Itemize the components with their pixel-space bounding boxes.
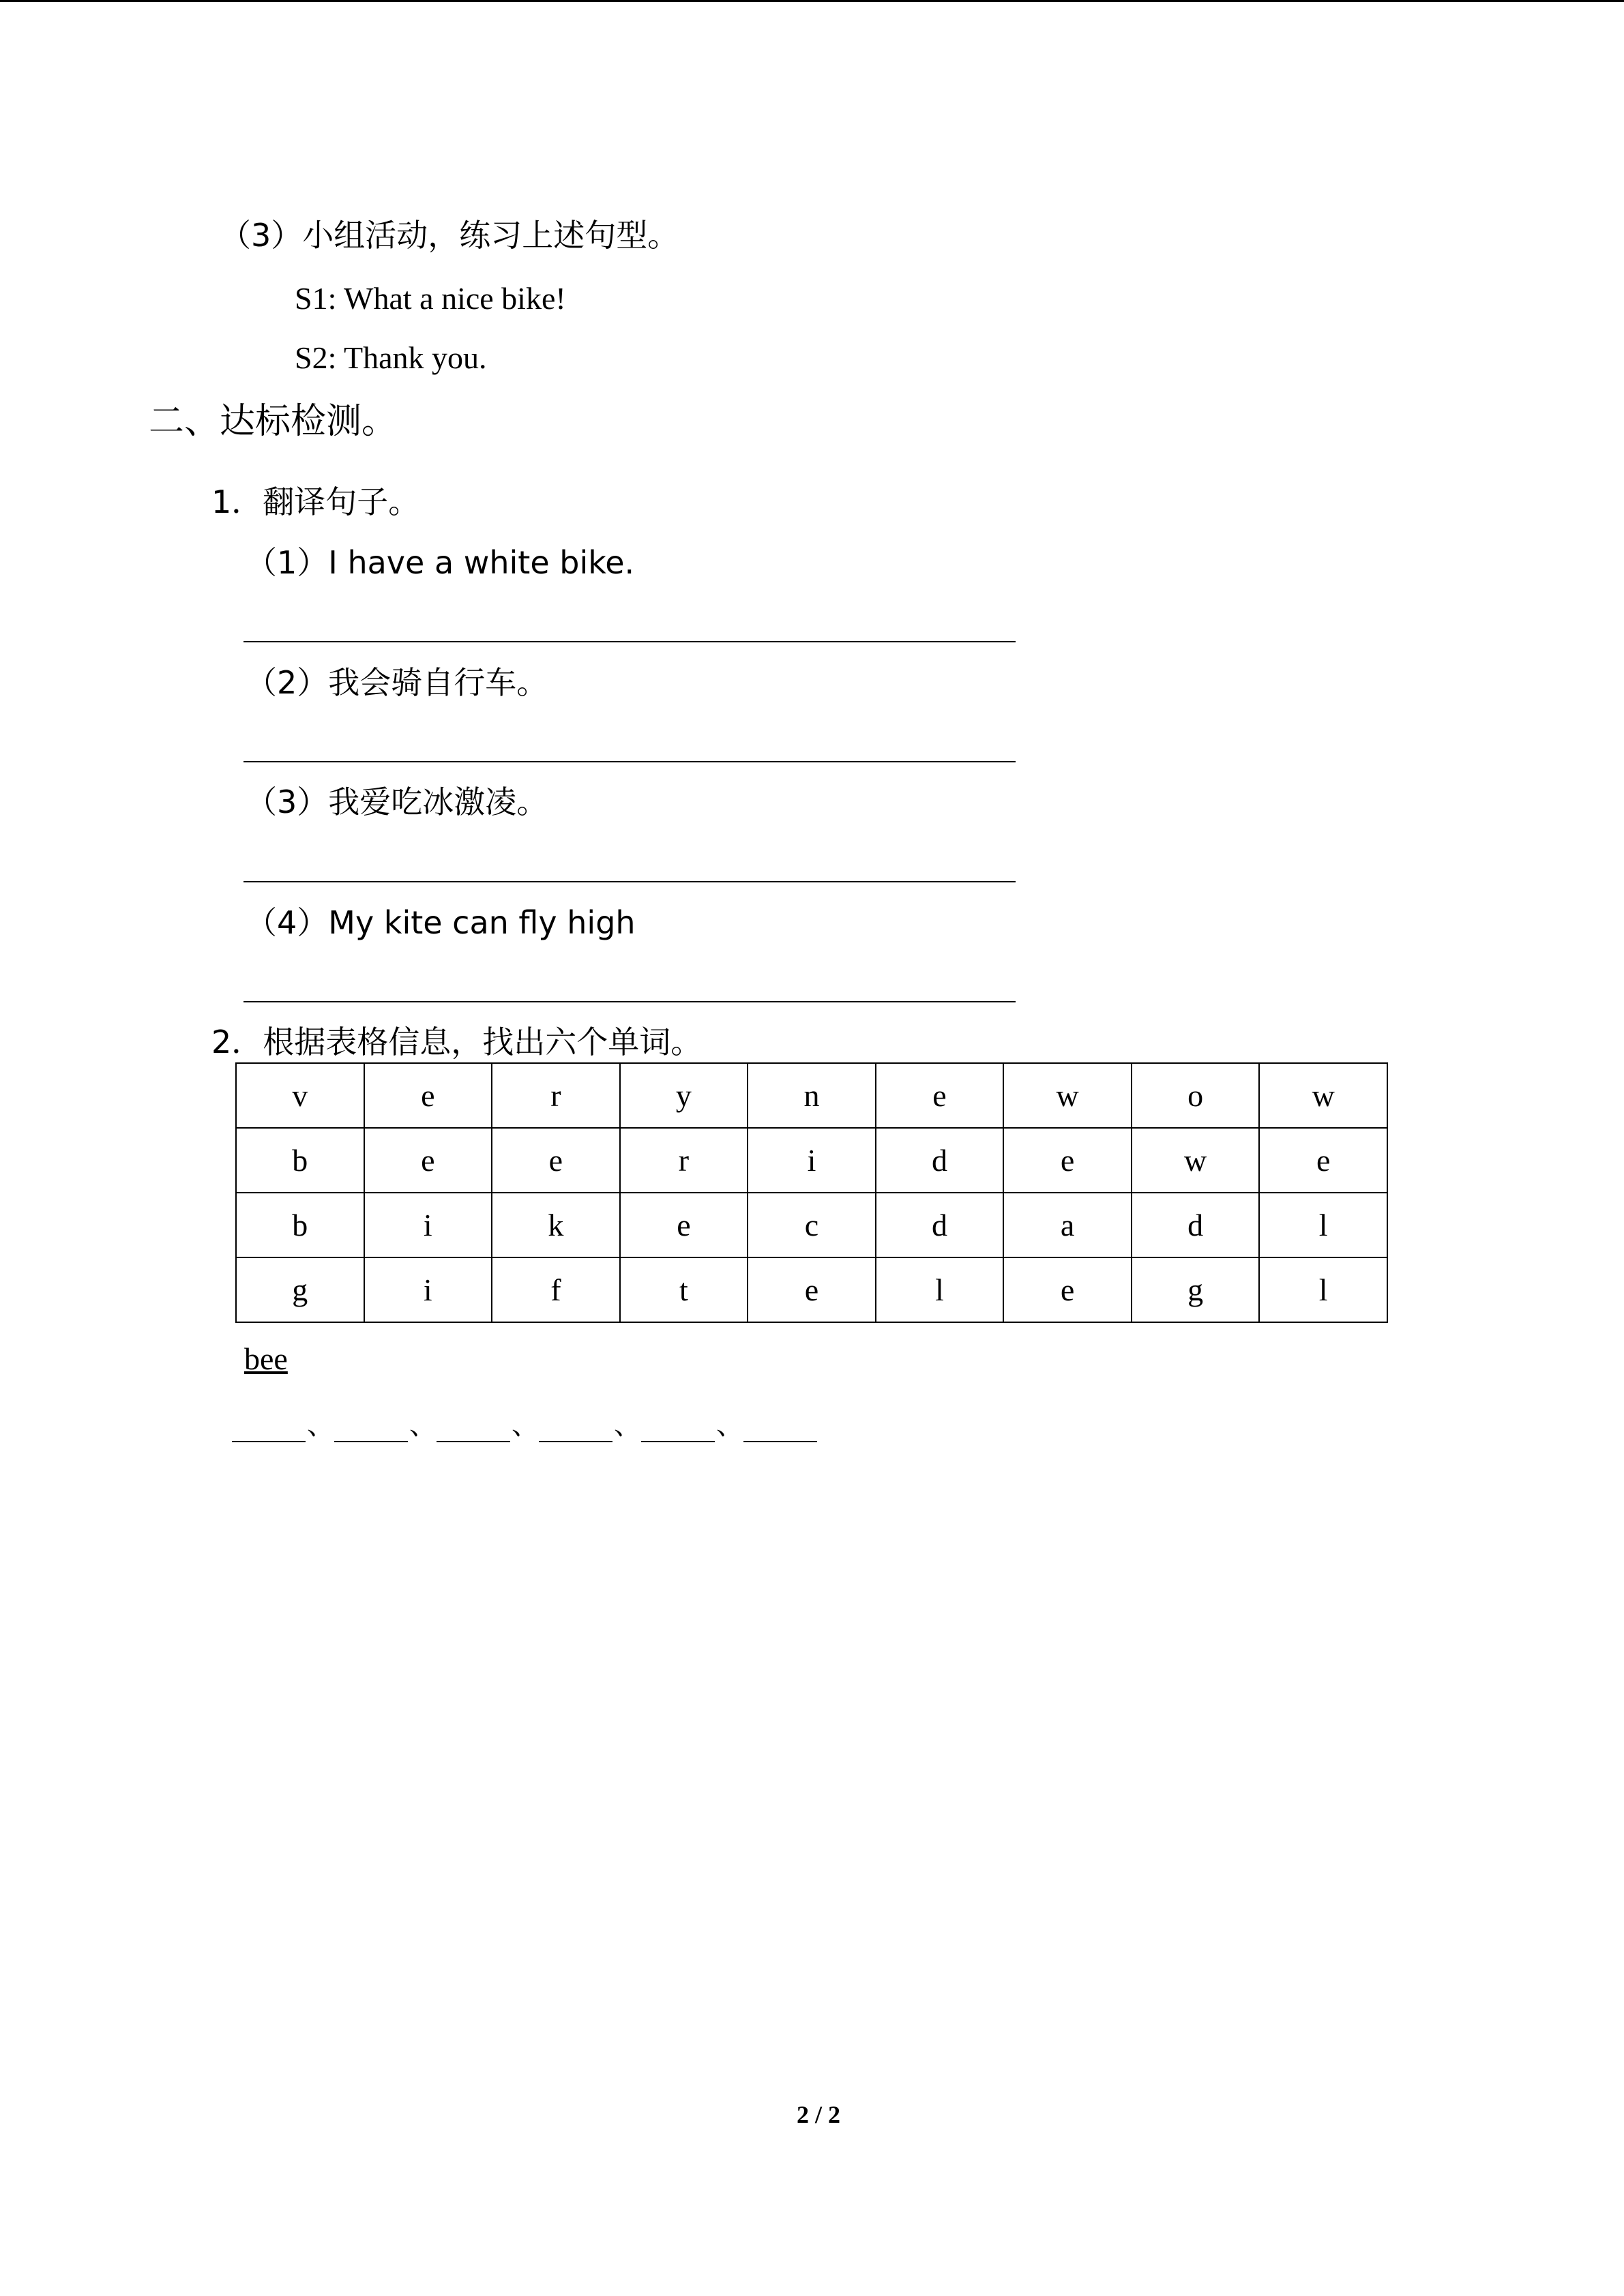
page-number: 2 / 2	[797, 2101, 841, 2128]
separator: 、	[307, 1410, 334, 1441]
translate-item-1: （1）I have a white bike.	[246, 544, 635, 581]
separator: 、	[409, 1410, 437, 1441]
activity-item-3: （3）小组活动，练习上述句型。	[220, 217, 679, 254]
grid-cell: t	[620, 1257, 748, 1322]
grid-cell: b	[236, 1128, 364, 1193]
answer-line-4[interactable]	[243, 1001, 1016, 1002]
question-1-title: 1．翻译句子。	[211, 483, 420, 520]
grid-cell: c	[748, 1193, 876, 1257]
grid-cell: i	[748, 1128, 876, 1193]
dialogue-line-s2: S2: Thank you.	[295, 340, 487, 375]
dialogue-line-s1: S1: What a nice bike!	[295, 281, 566, 316]
grid-cell: r	[492, 1063, 620, 1128]
grid-cell: e	[364, 1128, 492, 1193]
grid-cell: w	[1003, 1063, 1132, 1128]
grid-cell: g	[236, 1257, 364, 1322]
answer-blanks	[232, 1403, 817, 1442]
separator: 、	[716, 1410, 743, 1441]
grid-cell: e	[876, 1063, 1004, 1128]
example-word: bee	[244, 1341, 288, 1376]
separator: 、	[614, 1410, 641, 1441]
grid-cell: w	[1259, 1063, 1387, 1128]
grid-cell: e	[748, 1257, 876, 1322]
grid-row	[236, 1257, 1387, 1322]
grid-row	[236, 1193, 1387, 1257]
grid-cell: e	[1003, 1128, 1132, 1193]
answer-line-3[interactable]	[243, 881, 1016, 882]
grid-cell: i	[364, 1193, 492, 1257]
word-blank-4[interactable]	[539, 1420, 612, 1442]
word-blank-1[interactable]	[232, 1420, 306, 1442]
letter-grid	[235, 1062, 1388, 1323]
grid-cell: l	[1259, 1257, 1387, 1322]
answer-line-1[interactable]	[243, 641, 1016, 642]
grid-cell: e	[364, 1063, 492, 1128]
grid-cell: g	[1132, 1257, 1260, 1322]
separator: 、	[512, 1410, 539, 1441]
grid-cell: a	[1003, 1193, 1132, 1257]
grid-cell: f	[492, 1257, 620, 1322]
grid-cell: v	[236, 1063, 364, 1128]
grid-cell: n	[748, 1063, 876, 1128]
word-blank-3[interactable]	[437, 1420, 510, 1442]
grid-cell: i	[364, 1257, 492, 1322]
word-blank-6[interactable]	[743, 1420, 817, 1442]
translate-item-3: （3）我爱吃冰激凌。	[246, 784, 548, 820]
grid-cell: e	[492, 1128, 620, 1193]
grid-cell: e	[620, 1193, 748, 1257]
word-blank-2[interactable]	[334, 1420, 408, 1442]
word-blank-5[interactable]	[641, 1420, 715, 1442]
section-heading-assessment: 二、达标检测。	[149, 401, 398, 442]
grid-cell: d	[876, 1128, 1004, 1193]
question-2-title: 2．根据表格信息，找出六个单词。	[211, 1024, 703, 1060]
grid-cell: o	[1132, 1063, 1260, 1128]
grid-cell: d	[876, 1193, 1004, 1257]
grid-cell: k	[492, 1193, 620, 1257]
grid-cell: l	[1259, 1193, 1387, 1257]
answer-line-2[interactable]	[243, 761, 1016, 762]
page-top-border	[0, 0, 1624, 2]
grid-cell: r	[620, 1128, 748, 1193]
grid-cell: d	[1132, 1193, 1260, 1257]
grid-cell: e	[1259, 1128, 1387, 1193]
grid-cell: y	[620, 1063, 748, 1128]
translate-item-4: （4）My kite can fly high	[246, 904, 636, 941]
grid-cell: l	[876, 1257, 1004, 1322]
grid-cell: w	[1132, 1128, 1260, 1193]
grid-cell: e	[1003, 1257, 1132, 1322]
grid-cell: b	[236, 1193, 364, 1257]
grid-row	[236, 1063, 1387, 1128]
translate-item-2: （2）我会骑自行车。	[246, 664, 548, 701]
grid-row	[236, 1128, 1387, 1193]
